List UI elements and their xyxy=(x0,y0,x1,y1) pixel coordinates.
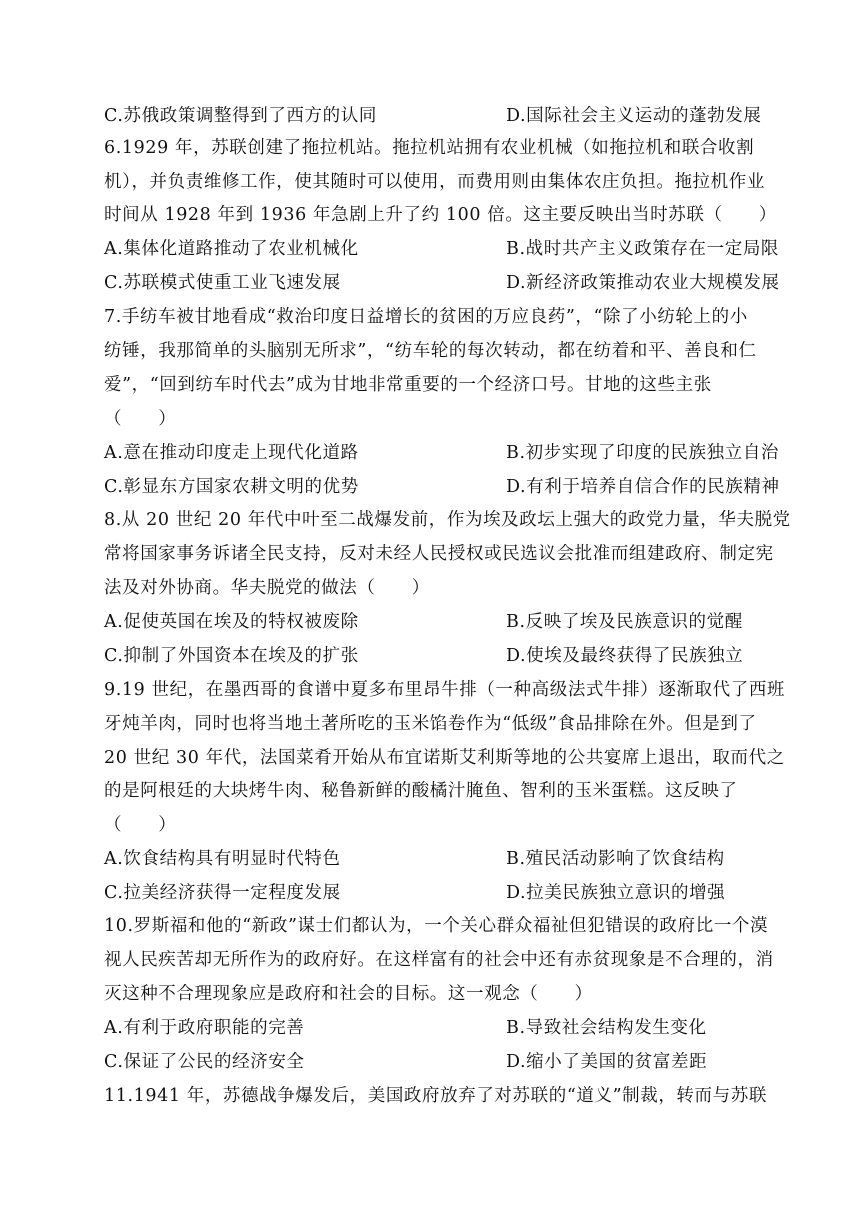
q10-option-row-2 xyxy=(104,1050,708,1074)
q8-option-row-1 xyxy=(104,610,743,634)
q9-stem-line-4: 的是阿根廷的大块烤牛肉、秘鲁新鲜的酸橘汁腌鱼、智利的玉米蛋糕。这反映了 xyxy=(104,781,738,801)
q6-option-d: D.新经济政策推动农业大规模发展 xyxy=(506,273,780,293)
q6-option-b: B.战时共产主义政策存在一定局限 xyxy=(506,239,780,259)
q7-option-a: A.意在推动印度走上现代化道路 xyxy=(104,443,359,463)
q7-stem-line-3: 爱”，“回到纺车时代去”成为甘地非常重要的一个经济口号。甘地的这些主张 xyxy=(104,375,712,395)
q10-stem-line-3: 灭这种不合理现象应是政府和社会的目标。这一观念（ ） xyxy=(104,984,593,1004)
q6-stem-line-3: 时间从 1928 年到 1936 年急剧上升了约 100 倍。这主要反映出当时苏联（ ） xyxy=(104,205,777,225)
q9-option-c: C.拉美经济获得一定程度发展 xyxy=(104,883,341,903)
q8-option-d: D.使埃及最终获得了民族独立 xyxy=(506,646,744,666)
q8-stem-line-1: 8.从 20 世纪 20 年代中叶至二战爆发前，作为埃及政坛上强大的政党力量，华夫脱党 xyxy=(104,510,791,530)
q10-stem-line-2: 视人民疾苦却无所作为的政府好。在这样富有的社会中还有赤贫现象是不合理的，消 xyxy=(104,950,774,970)
q9-option-a: A.饮食结构具有明显时代特色 xyxy=(104,849,341,869)
q9-stem-line-2: 牙炖羊肉，同时也将当地土著所吃的玉米馅卷作为“低级”食品排除在外。但是到了 xyxy=(104,714,757,734)
q9-option-d: D.拉美民族独立意识的增强 xyxy=(506,883,726,903)
q9-stem-line-5: （ ） xyxy=(104,815,177,835)
q8-stem-line-2: 常将国家事务诉诸全民支持，反对未经人民授权或民选议会批准而组建政府、制定宪 xyxy=(104,544,774,564)
q10-option-c: C.保证了公民的经济安全 xyxy=(104,1052,305,1072)
q9-stem-line-3: 20 世纪 30 年代，法国菜肴开始从布宜诺斯艾利斯等地的公共宴席上退出，取而代之 xyxy=(104,748,785,768)
q6-stem-line-1: 6.1929 年，苏联创建了拖拉机站。拖拉机站拥有农业机械（如拖拉机和联合收割 xyxy=(104,138,755,158)
q10-option-a: A.有利于政府职能的完善 xyxy=(104,1018,305,1038)
q7-stem-line-1: 7.手纺车被甘地看成“救治印度日益增长的贫困的万应良药”，“除了小纺轮上的小 xyxy=(104,307,748,327)
q9-stem-line-1: 9.19 世纪，在墨西哥的食谱中夏多布里昂牛排（一种高级法式牛排）逐渐取代了西班 xyxy=(104,680,786,700)
q10-option-row-1 xyxy=(104,1016,707,1040)
q7-stem-line-4: （ ） xyxy=(104,409,177,429)
q9-option-row-1 xyxy=(104,847,725,871)
q7-option-b: B.初步实现了印度的民族独立自治 xyxy=(506,443,780,463)
q10-option-b: B.导致社会结构发生变化 xyxy=(506,1018,707,1038)
q7-option-c: C.彰显东方国家农耕文明的优势 xyxy=(104,477,359,497)
q5-option-row xyxy=(104,104,762,128)
q6-stem-line-2: 机），并负责维修工作，使其随时可以使用，而费用则由集体农庄负担。拖拉机作业 xyxy=(104,172,765,192)
q7-option-row-1 xyxy=(104,441,780,465)
q7-stem-line-2: 纺锤，我那简单的头脑别无所求”，“纺车轮的每次转动，都在纺着和平、善良和仁 xyxy=(104,341,757,361)
q9-option-b: B.殖民活动影响了饮食结构 xyxy=(506,849,725,869)
q8-option-row-2 xyxy=(104,644,744,668)
q8-option-c: C.抑制了外国资本在埃及的扩张 xyxy=(104,646,359,666)
q11-stem-line-1: 11.1941 年，苏德战争爆发后，美国政府放弃了对苏联的“道义”制裁，转而与苏联 xyxy=(104,1086,767,1106)
q5-option-d: D.国际社会主义运动的蓬勃发展 xyxy=(506,106,762,126)
q8-option-b: B.反映了埃及民族意识的觉醒 xyxy=(506,612,743,632)
q8-option-a: A.促使英国在埃及的特权被废除 xyxy=(104,612,359,632)
q6-option-c: C.苏联模式使重工业飞速发展 xyxy=(104,273,341,293)
q9-option-row-2 xyxy=(104,881,726,905)
q10-option-d: D.缩小了美国的贫富差距 xyxy=(506,1052,708,1072)
q7-option-row-2 xyxy=(104,475,780,499)
q6-option-row-2 xyxy=(104,271,780,295)
q6-option-row-1 xyxy=(104,237,780,261)
q7-option-d: D.有利于培养自信合作的民族精神 xyxy=(506,477,780,497)
q5-option-c: C.苏俄政策调整得到了西方的认同 xyxy=(104,106,377,126)
q10-stem-line-1: 10.罗斯福和他的“新政”谋士们都认为，一个关心群众福祉但犯错误的政府比一个漠 xyxy=(104,916,769,936)
q8-stem-line-3: 法及对外协商。华夫脱党的做法（ ） xyxy=(104,578,430,598)
q6-option-a: A.集体化道路推动了农业机械化 xyxy=(104,239,359,259)
